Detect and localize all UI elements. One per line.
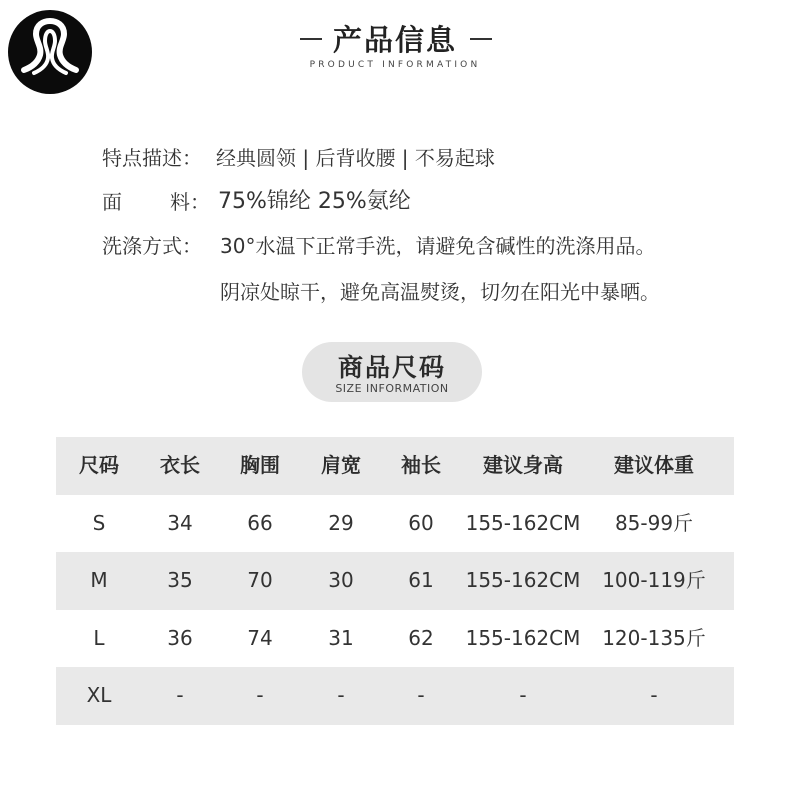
table-cell: XL [86, 683, 112, 707]
fabric-label-first: 面 [102, 190, 122, 214]
table-cell: 155-162CM [465, 568, 581, 592]
table-cell: 31 [328, 625, 354, 650]
fabric-value: 75%锦纶 25%氨纶 [218, 189, 411, 214]
table-cell: 60 [408, 510, 434, 535]
table-row-empty [56, 725, 734, 783]
table-cell: 100-119斤 [602, 568, 706, 592]
table-cell: 29 [328, 510, 354, 535]
table-cell: - [337, 683, 345, 707]
page-subtitle: PRODUCT INFORMATION [309, 60, 481, 70]
table-row [56, 610, 734, 668]
table-cell: 120-135斤 [602, 625, 706, 650]
header-cell-shoulder: 肩宽 [321, 453, 361, 477]
table-row [56, 552, 734, 610]
size-section-title: 商品尺码 [337, 353, 446, 382]
fabric-label-second: 料： [170, 190, 210, 214]
table-header-row [56, 437, 734, 495]
size-table [56, 437, 734, 782]
page-title: 产品信息 [332, 23, 457, 57]
header-cell-sleeve: 袖长 [401, 453, 441, 477]
header-cell-length: 衣长 [160, 453, 200, 477]
table-cell: 36 [167, 625, 193, 650]
table-cell: 34 [167, 510, 193, 535]
table-cell: - [650, 683, 658, 707]
table-cell: - [256, 683, 264, 707]
table-cell: 30 [328, 568, 354, 592]
table-cell: 66 [247, 510, 273, 535]
size-section-subtitle: SIZE INFORMATION [335, 382, 449, 395]
table-cell: 85-99斤 [614, 510, 694, 535]
wash-label: 洗涤方式： [102, 234, 202, 258]
table-cell: 70 [247, 568, 273, 592]
size-section-badge [302, 342, 482, 402]
features-label: 特点描述： [102, 146, 202, 170]
table-cell: 155-162CM [465, 625, 581, 650]
table-cell: - [176, 683, 184, 707]
header-cell-weight: 建议体重 [614, 453, 694, 477]
table-cell: M [90, 568, 108, 592]
wash-instruction-2: 阴凉处晾干，避免高温熨烫，切勿在阳光中暴晒。 [220, 280, 660, 304]
header-cell-size: 尺码 [79, 453, 119, 477]
table-cell: 155-162CM [465, 510, 581, 535]
wash-instruction-1: 30°水温下正常手洗，请避免含碱性的洗涤用品。 [220, 234, 656, 258]
table-cell: - [519, 683, 527, 707]
header-cell-bust: 胸围 [240, 453, 280, 477]
table-row [56, 667, 734, 725]
table-cell: 74 [247, 625, 273, 650]
features-value: 经典圆领 | 后背收腰 | 不易起球 [216, 146, 495, 170]
table-cell: L [93, 625, 105, 650]
table-cell: S [92, 510, 106, 535]
table-row [56, 495, 734, 553]
header-cell-height: 建议身高 [483, 453, 563, 477]
table-cell: 61 [408, 568, 434, 592]
title-dash-right [470, 38, 492, 40]
table-cell: - [417, 683, 425, 707]
product-info-header [0, 18, 790, 78]
table-cell: 62 [408, 625, 434, 650]
table-cell: 35 [167, 568, 193, 592]
